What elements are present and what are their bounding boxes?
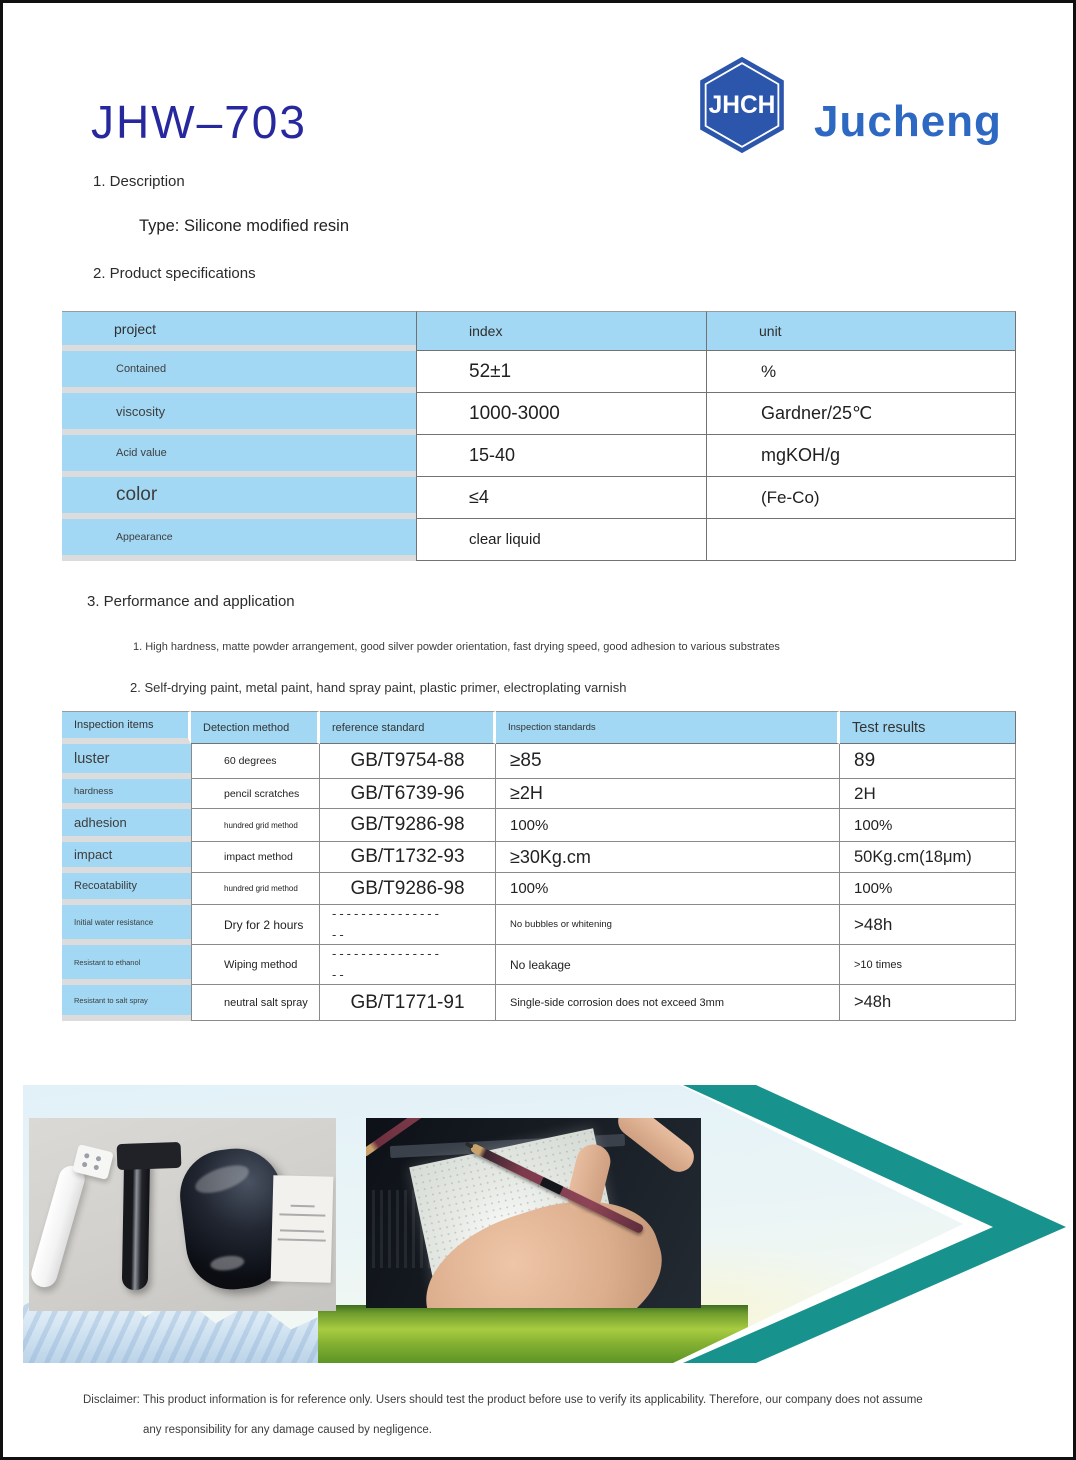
test-cell-result: 89 [840,744,1016,779]
test-cell-standard: GB/T6739-96 [320,779,496,809]
test-row-label: Resistant to ethanol [62,945,191,985]
test-row-label: Resistant to salt spray [62,985,191,1021]
spec-cell-index: 1000-3000 [416,393,706,435]
test-cell-standard: GB/T9754-88 [320,744,496,779]
black-handle-top-graphic [117,1142,182,1170]
test-row-label: Initial water resistance [62,905,191,945]
test-cell-criterion: 100% [496,809,840,842]
disclaimer-line-1: Disclaimer: This product information is for reference only. Users should test the product before use to verify its applicability. Therefore, our company does not assume [83,1394,923,1406]
test-header-inspection-standards: Inspection standards [496,711,840,744]
promo-banner [23,1085,1068,1363]
spec-header-project: project [62,311,416,351]
test-cell-method: impact method [191,842,320,873]
test-table [62,711,1016,1021]
spec-cell-index: 15-40 [416,435,706,477]
spec-cell-unit: % [706,351,1016,393]
spec-note-paper-graphic [271,1175,334,1283]
company-logo [696,55,1002,155]
test-cell-method: Dry for 2 hours [191,905,320,945]
test-cell-standard: GB/T9286-98 [320,809,496,842]
spec-cell-unit: Gardner/25℃ [706,393,1016,435]
performance-item-2: 2. Self-drying paint, metal paint, hand spray paint, plastic primer, electroplating varnish [130,680,627,695]
black-handle-graphic [122,1152,150,1290]
finger-graphic [612,1118,700,1178]
test-header-test-results: Test results [840,711,1016,744]
spec-cell-index: 52±1 [416,351,706,393]
test-header-reference-standard: reference standard [320,711,496,744]
test-cell-criterion: No bubbles or whitening [496,905,840,945]
test-cell-result: 50Kg.cm(18μm) [840,842,1016,873]
test-cell-method: 60 degrees [191,744,320,779]
jhch-hexagon-icon [696,55,788,155]
spec-row-label: viscosity [62,393,416,435]
test-cell-result: >48h [840,905,1016,945]
test-row-label: Recoatability [62,873,191,905]
spec-header-unit: unit [706,311,1016,351]
test-row-label: adhesion [62,809,191,842]
test-cell-result: 100% [840,873,1016,905]
performance-item-1: 1. High hardness, matte powder arrangement, good silver powder orientation, fast drying speed, good adhesion to various substrates [133,641,780,653]
spec-row-label: color [62,477,416,519]
spec-row-label: Contained [62,351,416,393]
test-cell-standard: GB/T1771-91 [320,985,496,1021]
logo-badge-text: JHCH [708,92,776,120]
spec-cell-unit: mgKOH/g [706,435,1016,477]
test-cell-criterion: 100% [496,873,840,905]
white-handle-graphic [29,1163,88,1290]
spec-cell-unit [706,519,1016,561]
test-cell-standard: GB/T9286-98 [320,873,496,905]
type-line: Type: Silicone modified resin [139,217,350,235]
test-header-inspection-items: Inspection items [62,711,191,744]
spec-cell-unit: (Fe-Co) [706,477,1016,519]
spec-cell-index: clear liquid [416,519,706,561]
test-header-detection-method: Detection method [191,711,320,744]
section-heading-specifications: 2. Product specifications [93,265,256,282]
test-cell-method: pencil scratches [191,779,320,809]
test-cell-standard: --------------- -- [320,945,496,985]
test-cell-method: hundred grid method [191,809,320,842]
disclaimer-line-2: any responsibility for any damage caused by negligence. [143,1424,432,1436]
test-cell-criterion: ≥2H [496,779,840,809]
spec-row-label: Appearance [62,519,416,561]
test-cell-criterion: No leakage [496,945,840,985]
spec-row-label: Acid value [62,435,416,477]
test-cell-method: Wiping method [191,945,320,985]
test-cell-result: 2H [840,779,1016,809]
green-field-graphic [318,1305,748,1363]
section-heading-description: 1. Description [93,173,185,190]
test-cell-method: hundred grid method [191,873,320,905]
test-cell-standard: GB/T1732-93 [320,842,496,873]
brand-name: Jucheng [814,97,1002,146]
test-row-label: impact [62,842,191,873]
spec-header-index: index [416,311,706,351]
test-cell-method: neutral salt spray [191,985,320,1021]
page-title: JHW–703 [91,96,307,148]
test-row-label: luster [62,744,191,779]
spec-table [62,311,1016,561]
spec-cell-index: ≤4 [416,477,706,519]
test-row-label: hardness [62,779,191,809]
test-cell-criterion: Single-side corrosion does not exceed 3mm [496,985,840,1021]
section-heading-performance: 3. Performance and application [87,593,295,610]
test-cell-standard: --------------- -- [320,905,496,945]
test-cell-result: 100% [840,809,1016,842]
test-cell-criterion: ≥85 [496,744,840,779]
coated-products-photo [29,1118,336,1311]
test-cell-criterion: ≥30Kg.cm [496,842,840,873]
test-cell-result: >10 times [840,945,1016,985]
pencil-hardness-test-photo [366,1118,701,1308]
test-cell-result: >48h [840,985,1016,1021]
